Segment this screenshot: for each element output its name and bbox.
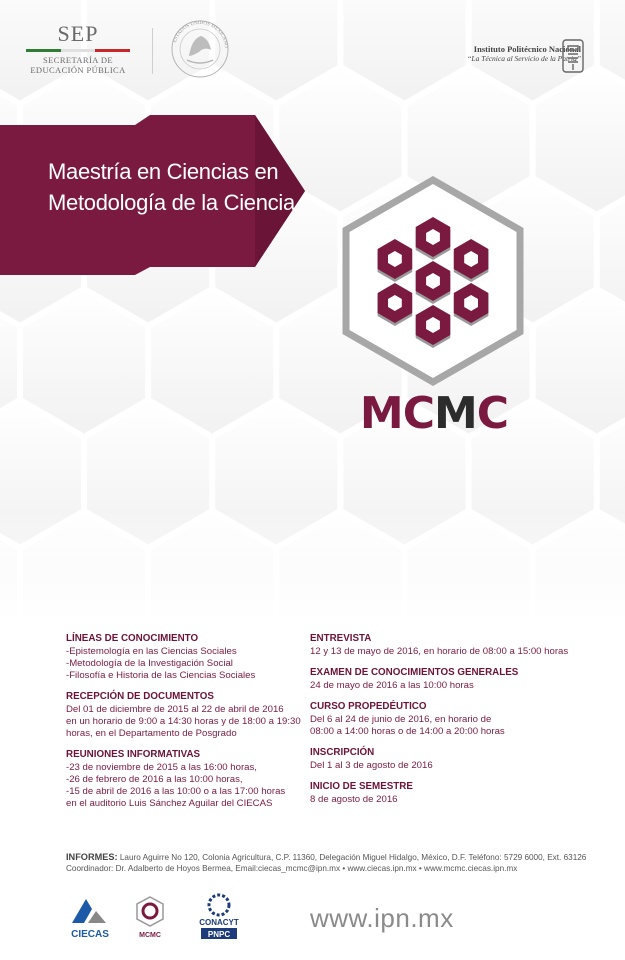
info-section-line: Del 6 al 24 de junio de 2016, en horario de	[310, 714, 492, 725]
website-link[interactable]: www.ipn.mx	[310, 903, 454, 933]
info-section	[310, 667, 600, 692]
info-section-line: -15 de abril de 2016 a las 10:00 o a las 17:00 horas	[66, 786, 286, 797]
header-divider	[152, 28, 153, 74]
left-info-column	[66, 633, 301, 819]
mcmc-small-logo	[133, 893, 167, 941]
mcmc-logo-icon	[338, 176, 528, 388]
info-section	[66, 691, 301, 740]
informes-address: Lauro Aguirre No 120, Colonia Agricultura, C.P. 11360, Delegación Miguel Hidalgo, México, D.F. Teléfono: 5729 6000, Ext. 63126	[119, 853, 587, 862]
info-section-title: CURSO PROPEDÉUTICO	[310, 701, 427, 712]
info-section	[66, 633, 301, 682]
info-section-line: -26 de febrero de 2016 a las 10:00 horas,	[66, 774, 243, 785]
sep-acronym: SEP	[57, 21, 99, 46]
mcmc-small-text: MCMC	[139, 932, 161, 939]
conacyt-logo	[196, 893, 242, 941]
info-section	[310, 781, 600, 806]
info-section-line: 8 de agosto de 2016	[310, 794, 398, 805]
mexico-seal-icon	[165, 18, 235, 80]
sep-logo	[18, 22, 138, 75]
sep-line1: SECRETARÍA DE	[43, 55, 113, 65]
ipn-motto: “La Técnica al Servicio de la Patria”	[467, 54, 581, 63]
informes-coordinator: Coordinador: Dr. Adalberto de Hoyos Bermea, Email:ciecas_mcmc@ipn.mx • www.ciecas.ipn.mx • www.mcmc.ciecas.ipn.mx	[66, 864, 518, 873]
info-section-line: 12 y 13 de mayo de 2016, en horario de 08:00 a 15:00 horas	[310, 646, 569, 657]
info-section-title: ENTREVISTA	[310, 633, 372, 644]
info-section-title: LÍNEAS DE CONOCIMIENTO	[66, 633, 199, 644]
info-section	[66, 749, 301, 810]
info-section-line: Del 1 al 3 de agosto de 2016	[310, 760, 433, 771]
program-title	[48, 156, 308, 218]
info-section-line: en el auditorio Luis Sánchez Aguilar del CIECAS	[66, 798, 273, 809]
info-section-line: -23 de noviembre de 2015 a las 16:00 horas,	[66, 762, 257, 773]
info-section-line: Del 01 de diciembre de 2015 al 22 de abril de 2016	[66, 704, 284, 715]
program-title-line1: Maestría en Ciencias en	[48, 159, 279, 184]
info-section-line: en un horario de 9:00 a 14:30 horas y de 18:00 a 19:30	[66, 716, 301, 727]
pnpc-text: PNPC	[207, 930, 231, 939]
ciecas-logo	[66, 893, 114, 941]
info-section	[310, 747, 600, 772]
sep-line2: EDUCACIÓN PÚBLICA	[30, 65, 126, 75]
conacyt-text: CONACYT	[199, 918, 239, 927]
info-section-title: INSCRIPCIÓN	[310, 747, 375, 758]
info-section-line: -Epistemología en las Ciencias Sociales	[66, 646, 237, 657]
info-section-title: INICIO DE SEMESTRE	[310, 781, 413, 792]
info-section-line: 24 de mayo de 2016 a las 10:00 horas	[310, 680, 474, 691]
contact-info	[66, 852, 596, 874]
right-info-column	[310, 633, 600, 815]
sep-color-bar	[26, 49, 130, 52]
info-section-line: -Metodología de la Investigación Social	[66, 658, 233, 669]
seal-text: ESTADOS UNIDOS MEXICANO	[172, 20, 229, 49]
info-section-line: -Filosofía e Historia de las Ciencias Sociales	[66, 670, 256, 681]
info-section-title: REUNIONES INFORMATIVAS	[66, 749, 201, 760]
ipn-name: Instituto Politécnico Nacional	[473, 44, 581, 54]
info-section-line: horas, en el Departamento de Posgrado	[66, 728, 237, 739]
informes-label: INFORMES:	[66, 852, 118, 862]
info-section-line: 08:00 a 14:00 horas o de 14:00 a 20:00 horas	[310, 726, 505, 737]
mcmc-wordmark	[344, 394, 524, 434]
ipn-logo-icon	[560, 38, 586, 74]
program-title-line2: Metodología de la Ciencia	[48, 190, 295, 215]
info-section-title: EXAMEN DE CONOCIMIENTOS GENERALES	[310, 667, 519, 678]
info-section	[310, 701, 600, 738]
info-section-title: RECEPCIÓN DE DOCUMENTOS	[66, 691, 214, 702]
ciecas-text: CIECAS	[71, 929, 109, 940]
info-section	[310, 633, 600, 658]
mcmc-wordmark-text: MCMC	[359, 394, 509, 434]
